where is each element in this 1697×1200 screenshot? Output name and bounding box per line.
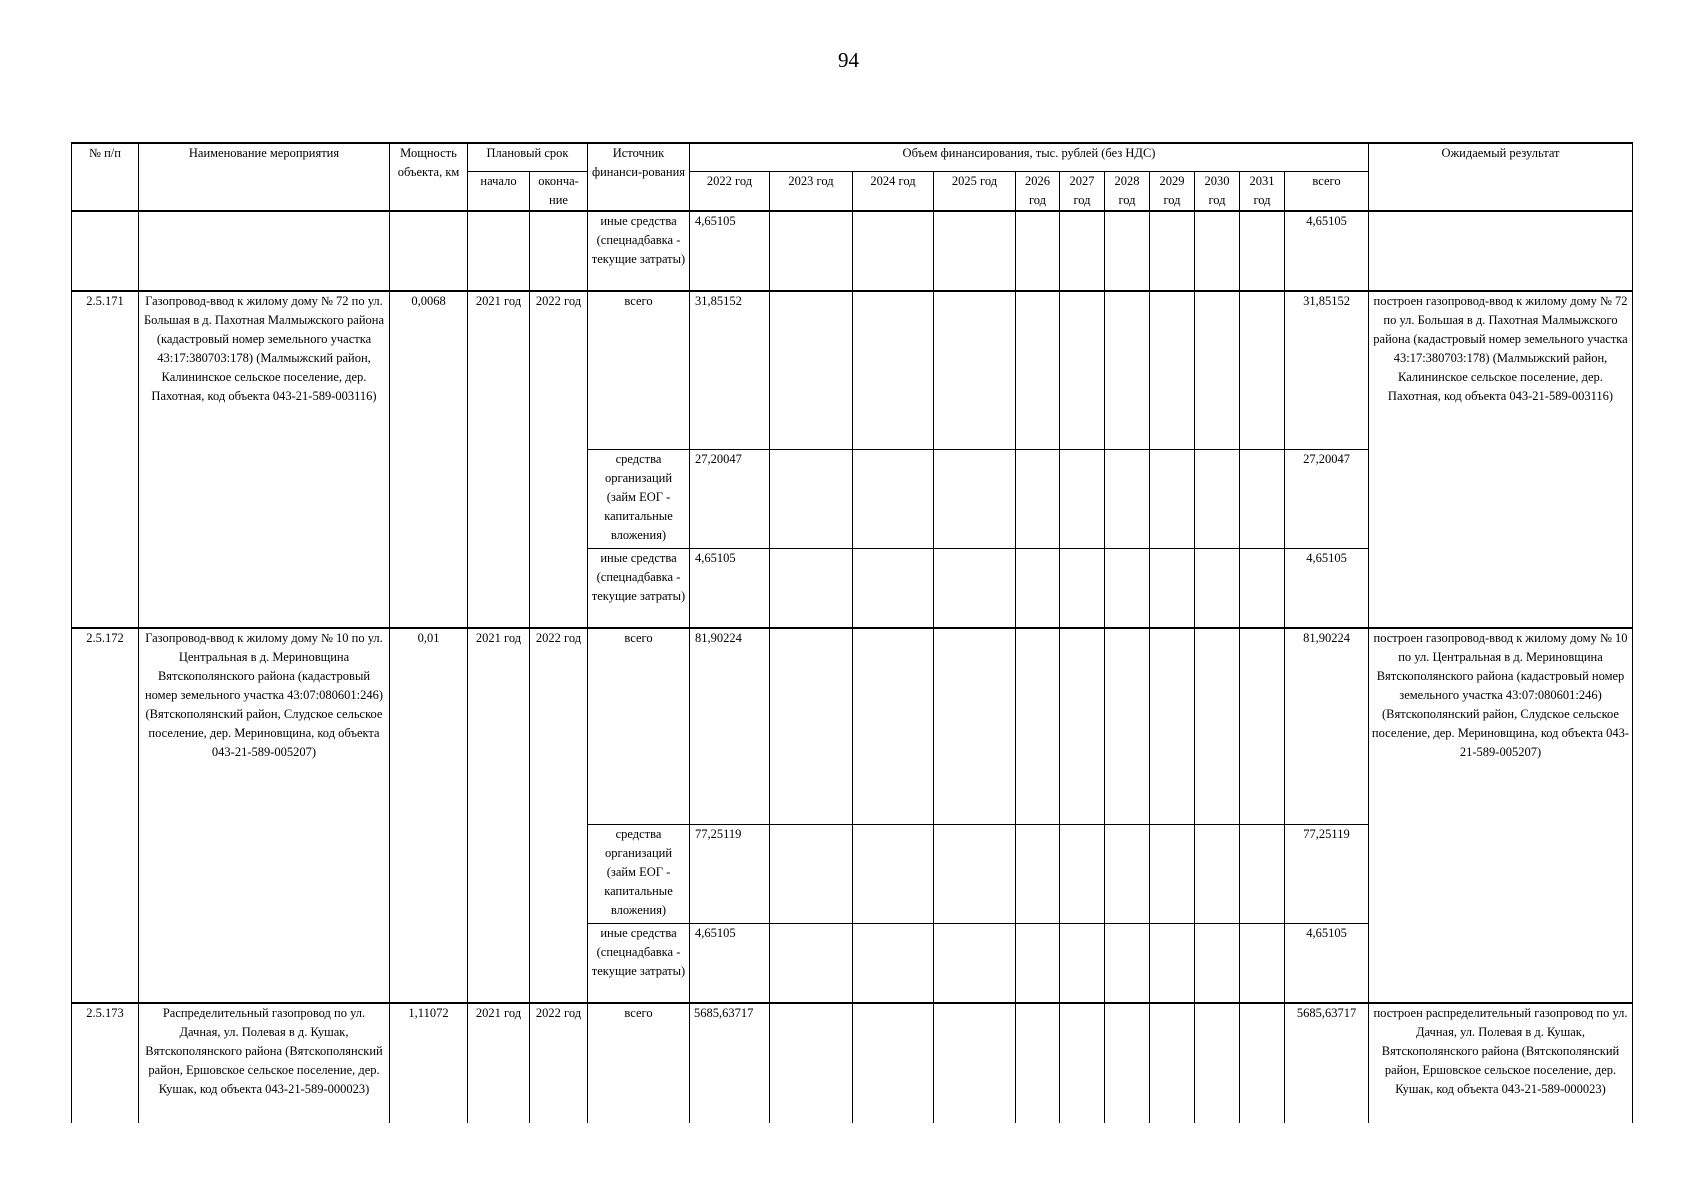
row-start: 2021 год	[468, 628, 530, 1003]
row-value-total: 4,65105	[1285, 211, 1369, 291]
header-year-2028: 2028 год	[1105, 171, 1150, 211]
header-name: Наименование мероприятия	[139, 143, 390, 211]
header-num: № п/п	[72, 143, 139, 211]
row-value-total: 27,20047	[1285, 449, 1369, 548]
row-value-2022: 4,65105	[690, 211, 770, 291]
header-year-2026: 2026 год	[1016, 171, 1060, 211]
header-year-2023: 2023 год	[770, 171, 853, 211]
header-year-2030: 2030 год	[1195, 171, 1240, 211]
row-value-total: 5685,63717	[1285, 1003, 1369, 1123]
header-capacity: Мощность объекта, км	[390, 143, 468, 211]
row-source: всего	[588, 1003, 690, 1123]
table-row	[72, 211, 1633, 291]
row-value-total: 4,65105	[1285, 923, 1369, 1003]
row-start	[468, 211, 530, 291]
header-year-2027: 2027 год	[1060, 171, 1105, 211]
row-capacity: 0,01	[390, 628, 468, 1003]
header-year-2031: 2031 год	[1240, 171, 1285, 211]
row-source: всего	[588, 291, 690, 449]
header-source: Источник финанси-рования	[588, 143, 690, 211]
row-num: 2.5.173	[72, 1003, 139, 1123]
row-start: 2021 год	[468, 1003, 530, 1123]
row-capacity: 0,0068	[390, 291, 468, 628]
header-year-2022: 2022 год	[690, 171, 770, 211]
row-result: построен газопровод-ввод к жилому дому № 72 по ул. Большая в д. Пахотная Малмыжского района (кадастровый номер земельного участка 43:17:380703:178) (Малмыжский район, Калининское сельское поселение, дер. Пахотная, код объекта 043-21-589-003116)	[1369, 291, 1633, 628]
row-source: иные средства (спецнадбавка - текущие затраты)	[588, 211, 690, 291]
row-value-2022: 77,25119	[690, 824, 770, 923]
row-start: 2021 год	[468, 291, 530, 628]
row-end: 2022 год	[530, 291, 588, 628]
row-value-total: 31,85152	[1285, 291, 1369, 449]
table-row	[72, 628, 1633, 824]
row-value-total: 4,65105	[1285, 548, 1369, 628]
row-capacity	[390, 211, 468, 291]
row-end: 2022 год	[530, 1003, 588, 1123]
row-source: средства организаций (займ ЕОГ - капитальные вложения)	[588, 449, 690, 548]
row-num: 2.5.171	[72, 291, 139, 628]
funding-table	[71, 142, 1633, 1123]
row-source: иные средства (спецнадбавка - текущие затраты)	[588, 923, 690, 1003]
row-end	[530, 211, 588, 291]
row-value-total: 77,25119	[1285, 824, 1369, 923]
table-row	[72, 1003, 1633, 1123]
row-name: Газопровод-ввод к жилому дому № 72 по ул. Большая в д. Пахотная Малмыжского района (кадастровый номер земельного участка 43:17:380703:178) (Малмыжский район, Калининское сельское поселение, дер. Пахотная, код объекта 043-21-589-003116)	[139, 291, 390, 628]
row-source: иные средства (спецнадбавка - текущие затраты)	[588, 548, 690, 628]
table-row	[72, 291, 1633, 449]
header-end: оконча-ние	[530, 171, 588, 211]
row-value-2022: 81,90224	[690, 628, 770, 824]
row-value-2022: 27,20047	[690, 449, 770, 548]
row-value-2022: 5685,63717	[690, 1003, 770, 1123]
row-result	[1369, 211, 1633, 291]
header-total: всего	[1285, 171, 1369, 211]
row-capacity: 1,11072	[390, 1003, 468, 1123]
header-result: Ожидаемый результат	[1369, 143, 1633, 211]
page-number: 94	[838, 48, 859, 72]
row-name	[139, 211, 390, 291]
row-value-total: 81,90224	[1285, 628, 1369, 824]
row-value-2022: 4,65105	[690, 548, 770, 628]
row-source: всего	[588, 628, 690, 824]
row-value-2022: 4,65105	[690, 923, 770, 1003]
row-result: построен газопровод-ввод к жилому дому № 10 по ул. Центральная в д. Мериновщина Вятскополянского района (кадастровый номер земельного участка 43:07:080601:246) (Вятскополянский район, Слудское сельское поселение, дер. Мериновщина, код объекта 043-21-589-005207)	[1369, 628, 1633, 1003]
row-num: 2.5.172	[72, 628, 139, 1003]
row-value-2022: 31,85152	[690, 291, 770, 449]
row-source: средства организаций (займ ЕОГ - капитальные вложения)	[588, 824, 690, 923]
row-name: Распределительный газопровод по ул. Дачная, ул. Полевая в д. Кушак, Вятскополянского района (Вятскополянский район, Ершовское сельское поселение, дер. Кушак, код объекта 043-21-589-000023)	[139, 1003, 390, 1123]
row-name: Газопровод-ввод к жилому дому № 10 по ул. Центральная в д. Мериновщина Вятскополянского района (кадастровый номер земельного участка 43:07:080601:246) (Вятскополянский район, Слудское сельское поселение, дер. Мериновщина, код объекта 043-21-589-005207)	[139, 628, 390, 1003]
header-year-2029: 2029 год	[1150, 171, 1195, 211]
row-end: 2022 год	[530, 628, 588, 1003]
header-year-2024: 2024 год	[853, 171, 934, 211]
row-result: построен распределительный газопровод по ул. Дачная, ул. Полевая в д. Кушак, Вятскополянского района (Вятскополянский район, Ершовское сельское поселение, дер. Кушак, код объекта 043-21-589-000023)	[1369, 1003, 1633, 1123]
header-year-2025: 2025 год	[934, 171, 1016, 211]
header-start: начало	[468, 171, 530, 211]
row-num	[72, 211, 139, 291]
header-plan-term: Плановый срок	[468, 143, 588, 171]
header-funding: Объем финансирования, тыс. рублей (без НДС)	[690, 143, 1369, 171]
